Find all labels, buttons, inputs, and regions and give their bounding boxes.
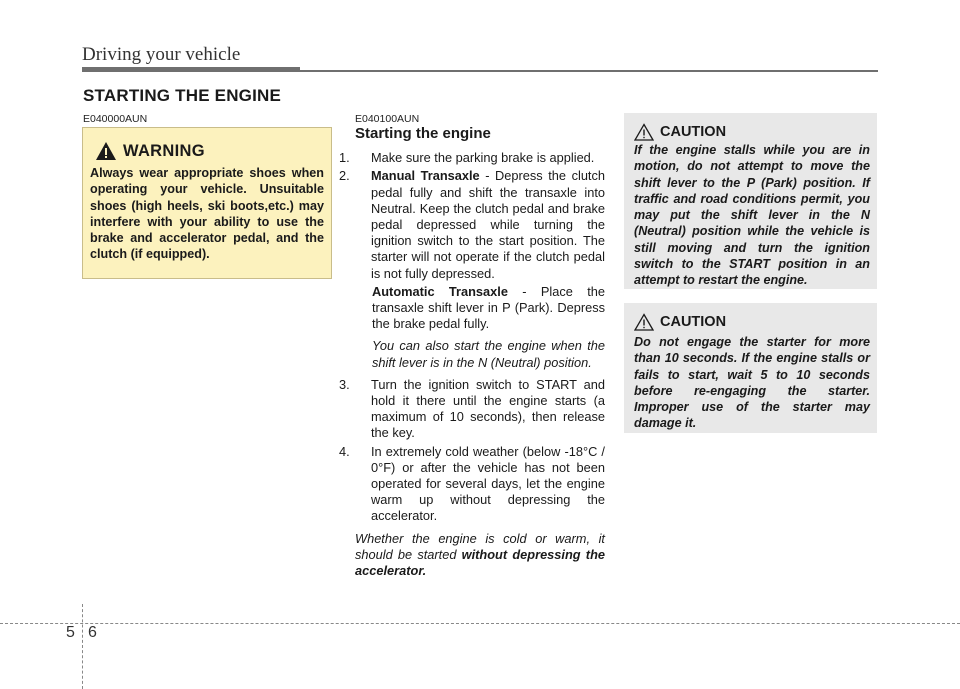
step-2-text: - Depress the clutch pedal fully and shift the transaxle into Neutral. Keep the clutch pedal and brake pedal depressed while turning the ignition switch to the start position. The starter will not operate if the clutch pedal is not fully depressed. (371, 168, 606, 281)
step-4-text: In extremely cold weather (below -18°C / 0°F) or after the vehicle has not been operated for several days, let the engine warm up without depressing the accelerator. (371, 443, 605, 524)
section-title: STARTING THE ENGINE (83, 86, 282, 105)
step-4 (339, 443, 605, 525)
caution-triangle-icon (634, 313, 654, 331)
chapter-number: 5 (66, 624, 75, 641)
header-title: Driving your vehicle (82, 44, 241, 65)
footer-rule (0, 623, 960, 624)
warning-text: Always wear appropriate shoes when operating your vehicle. Unsuitable shoes (high heels, ski boots,etc.) may interfere with your ability to use the brake and accelerator pedal, and the clutch (if equipped). (90, 166, 324, 262)
caution-1-header (634, 122, 726, 142)
step-1-text: Make sure the parking brake is applied. (371, 150, 595, 166)
step-3 (339, 376, 605, 442)
closing-note-bold: without depressing the accelerator. (355, 546, 605, 579)
automatic-transaxle-note: You can also start the engine when the shift lever is in the N (Neutral) position. (372, 338, 605, 370)
section-code-left: E040000AUN (83, 113, 148, 125)
page-number: 6 (88, 624, 97, 641)
step-3-text: Turn the ignition switch to START and hold it there until the engine starts (a maximum of 10 seconds), then release the key. (371, 376, 605, 441)
step-2 (339, 168, 606, 281)
header-rule-thick (82, 67, 300, 72)
caution-2-header (634, 312, 726, 332)
warning-triangle-icon (95, 141, 117, 161)
warning-title: WARNING (123, 141, 205, 160)
automatic-transaxle-label: Automatic Transaxle (372, 283, 508, 299)
warning-box (82, 127, 332, 279)
caution-box-2 (624, 303, 877, 433)
caution-2-title: CAUTION (660, 314, 727, 330)
caution-triangle-icon (634, 123, 654, 141)
footer-divider (82, 604, 83, 689)
step-2-automatic (355, 284, 605, 371)
caution-box-1 (624, 113, 877, 289)
closing-note-text: Whether the engine is cold or warm, it should be started (355, 530, 605, 562)
section-code-mid: E040100AUN (355, 113, 420, 125)
closing-note (355, 531, 605, 580)
step-1 (339, 150, 605, 166)
step-3-number: 3. (339, 376, 350, 392)
automatic-transaxle-para (355, 284, 605, 333)
starting-engine-heading: Starting the engine (355, 125, 491, 142)
steps-list (339, 150, 606, 524)
step-2-number: 2. (339, 168, 350, 184)
starting-engine-column (339, 125, 606, 579)
step-2-label: Manual Transaxle (371, 168, 480, 184)
step-4-number: 4. (339, 443, 350, 459)
caution-2-text: Do not engage the starter for more than 10 seconds. If the engine stalls or fails to start, wait 5 to 10 seconds before re-engaging the starter. Improper use of the starter may damage it. (634, 335, 870, 431)
warning-header (95, 139, 205, 163)
caution-1-text: If the engine stalls while you are in motion, do not attempt to move the shift lever to the P (Park) position. If traffic and road conditions permit, you may put the shift lever in the N (Neutral) position while the vehicle is still moving and turn the ignition switch to the START position in an attempt to restart the engine. (634, 143, 870, 288)
automatic-transaxle-text: - Place the transaxle shift lever in P (Park). Depress the brake pedal fully. (372, 283, 606, 332)
caution-1-title: CAUTION (660, 124, 727, 140)
step-1-number: 1. (339, 150, 350, 166)
header-rule-thin (300, 70, 878, 72)
